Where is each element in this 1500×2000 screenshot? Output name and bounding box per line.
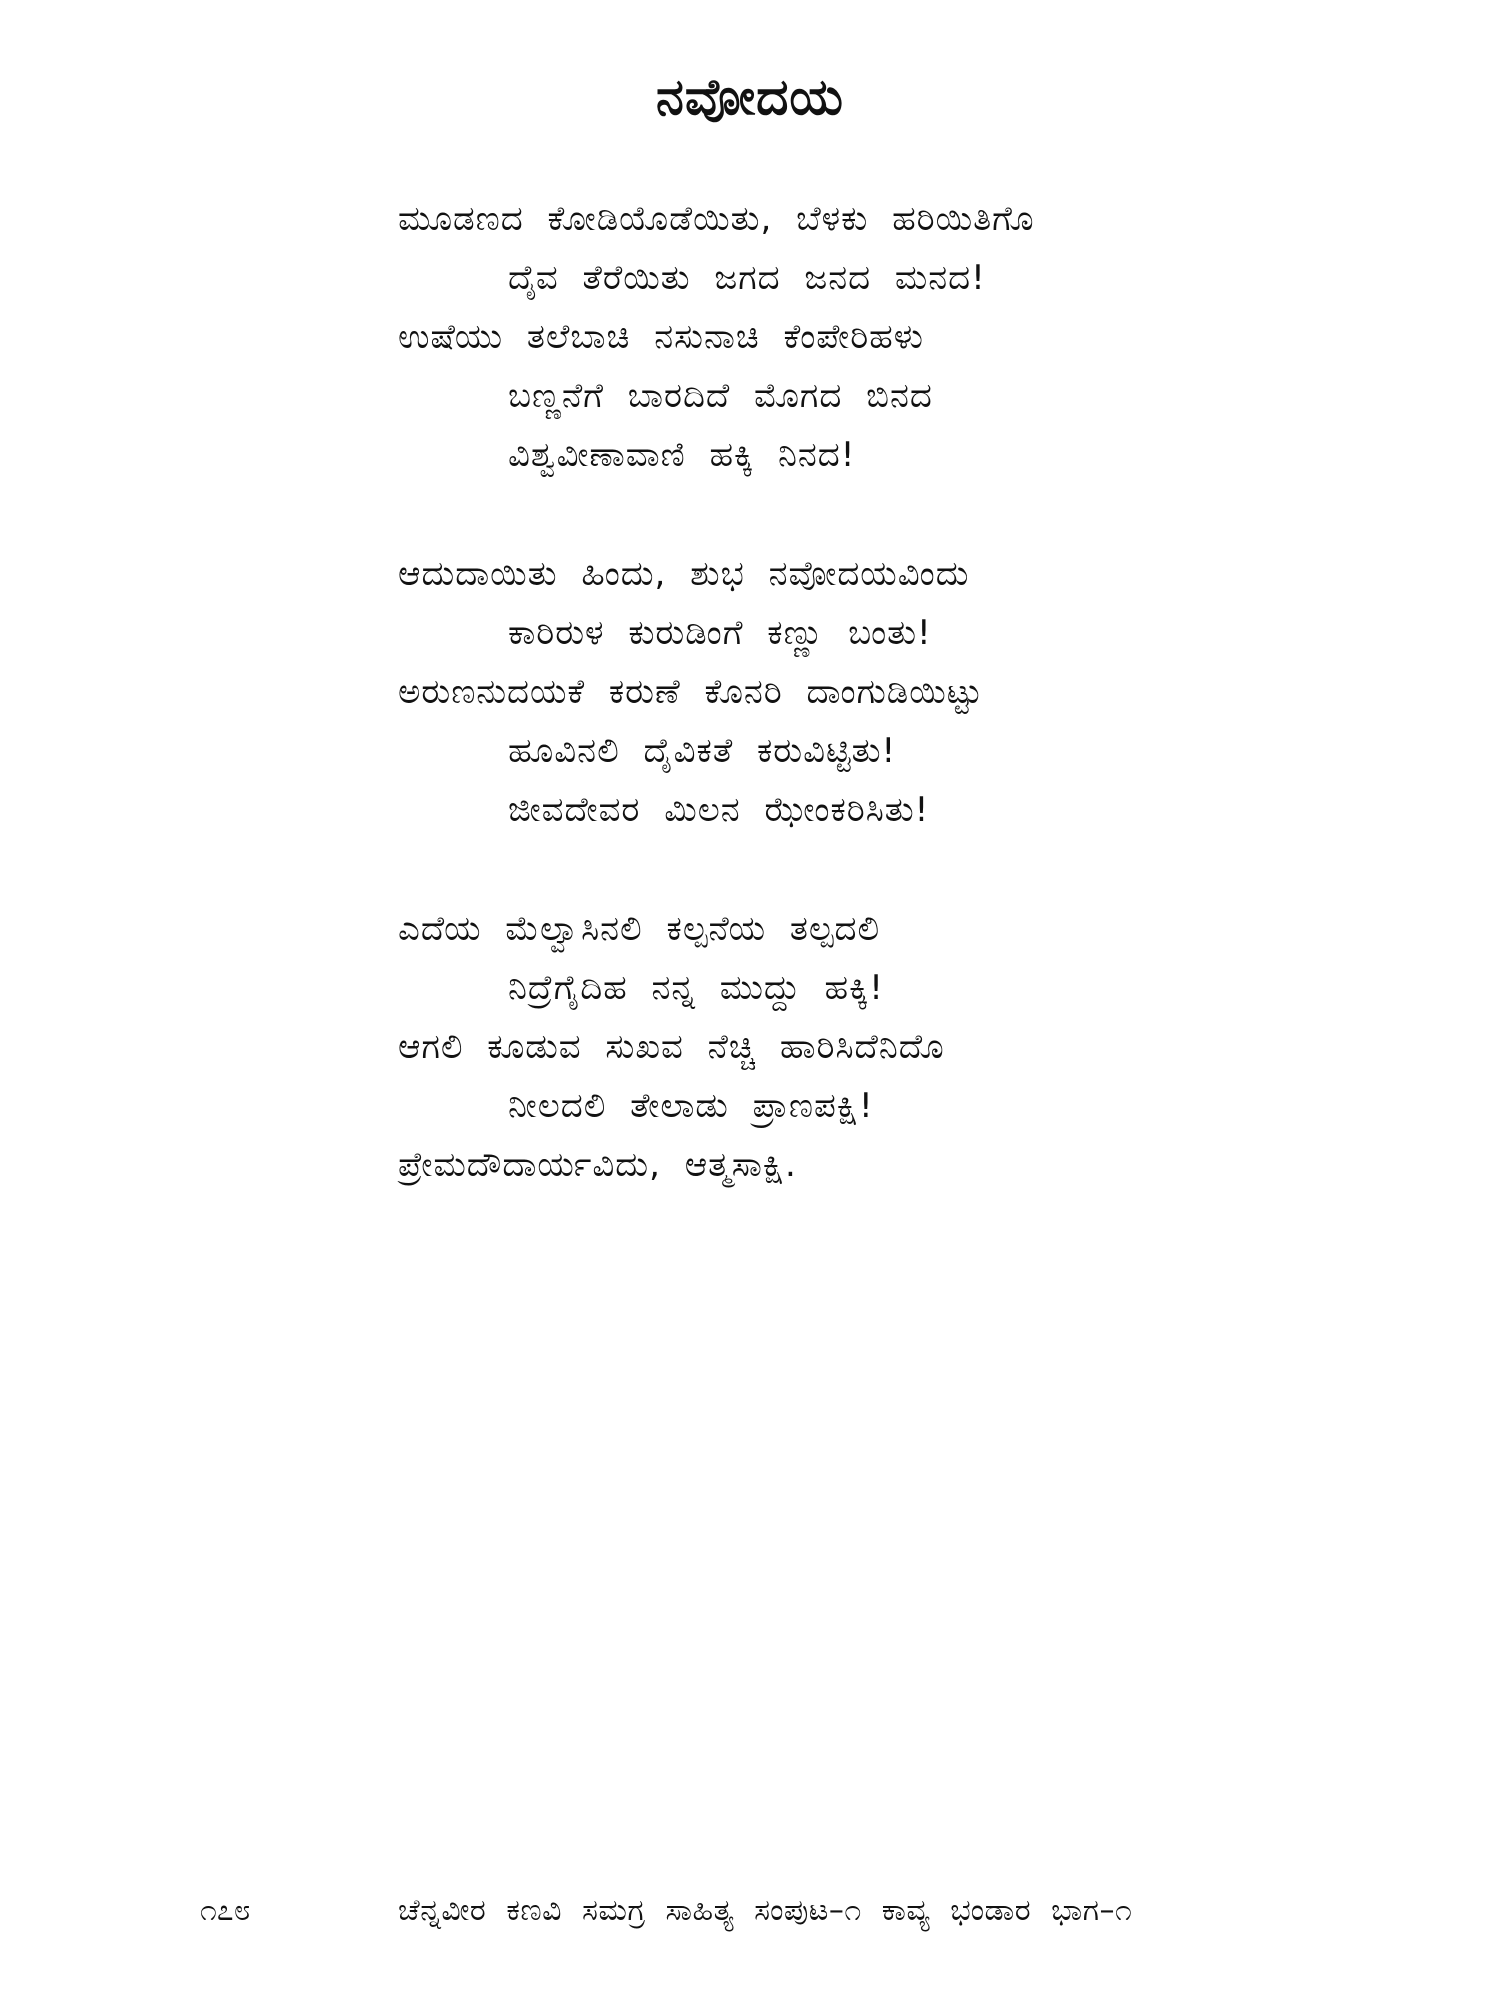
poem-line: ಅರುಣನುದಯಕೆ ಕರುಣೆ ಕೊನರಿ ದಾಂಗುಡಿಯಿಟ್ಟು [398,672,984,712]
poem-body [398,190,1398,1255]
poem-title: ನವೋದಯ [656,68,844,126]
page-number: ೧೭೮ [200,1893,251,1928]
poem-line: ಉಷೆಯು ತಲೆಬಾಚಿ ನಸುನಾಚಿ ಕೆಂಪೇರಿಹಳು [398,317,924,357]
poem-line: ಎದೆಯ ಮೆಲ್ವಾಸಿನಲಿ ಕಲ್ಪನೆಯ ತಲ್ಪದಲಿ [398,909,881,949]
poem-line: ಪ್ರೇಮದೌದಾರ್ಯವಿದು, ಆತ್ಮಸಾಕ್ಷಿ. [398,1145,797,1185]
poem-line: ಮೂಡಣದ ಕೋಡಿಯೊಡೆಯಿತು, ಬೆಳಕು ಹರಿಯಿತಿಗೊ [398,199,1035,239]
stanza-1 [398,190,1398,485]
poem-line: ಆಗಲಿ ಕೂಡುವ ಸುಖವ ನೆಚ್ಚಿ ಹಾರಿಸಿದೆನಿದೊ [398,1027,945,1067]
poem-line: ವಿಶ್ವವೀಣಾವಾಣಿ ಹಕ್ಕಿ ನಿನದ! [508,435,856,475]
page-footer [0,1886,1500,1936]
book-credit: ಚೆನ್ನವೀರ ಕಣವಿ ಸಮಗ್ರ ಸಾಹಿತ್ಯ ಸಂಪುಟ–೧ ಕಾವ್ಯ ಭಂಡಾರ ಭಾಗ–೧ [398,1893,1133,1928]
poem-line: ಹೂವಿನಲಿ ದೈವಿಕತೆ ಕರುವಿಟ್ಟಿತು! [508,731,897,771]
poem-line: ಬಣ್ಣನೆಗೆ ಬಾರದಿದೆ ಮೊಗದ ಬಿನದ [508,376,933,416]
stanza-3 [398,900,1398,1195]
poem-line: ಜೀವದೇವರ ಮಿಲನ ಝೇಂಕರಿಸಿತು! [508,790,930,830]
stanza-2 [398,545,1398,840]
poem-line: ನೀಲದಲಿ ತೇಲಾಡು ಪ್ರಾಣಪಕ್ಷಿ! [508,1086,874,1126]
poem-line: ಆದುದಾಯಿತು ಹಿಂದು, ಶುಭ ನವೋದಯವಿಂದು [398,554,970,594]
poem-line: ಕಾರಿರುಳ ಕುರುಡಿಂಗೆ ಕಣ್ಣು ಬಂತು! [508,613,932,653]
poem-line: ದೈವ ತೆರೆಯಿತು ಜಗದ ಜನದ ಮನದ! [508,258,986,298]
poem-line: ನಿದ್ರೆಗೈದಿಹ ನನ್ನ ಮುದ್ದು ಹಕ್ಕಿ! [508,968,884,1008]
